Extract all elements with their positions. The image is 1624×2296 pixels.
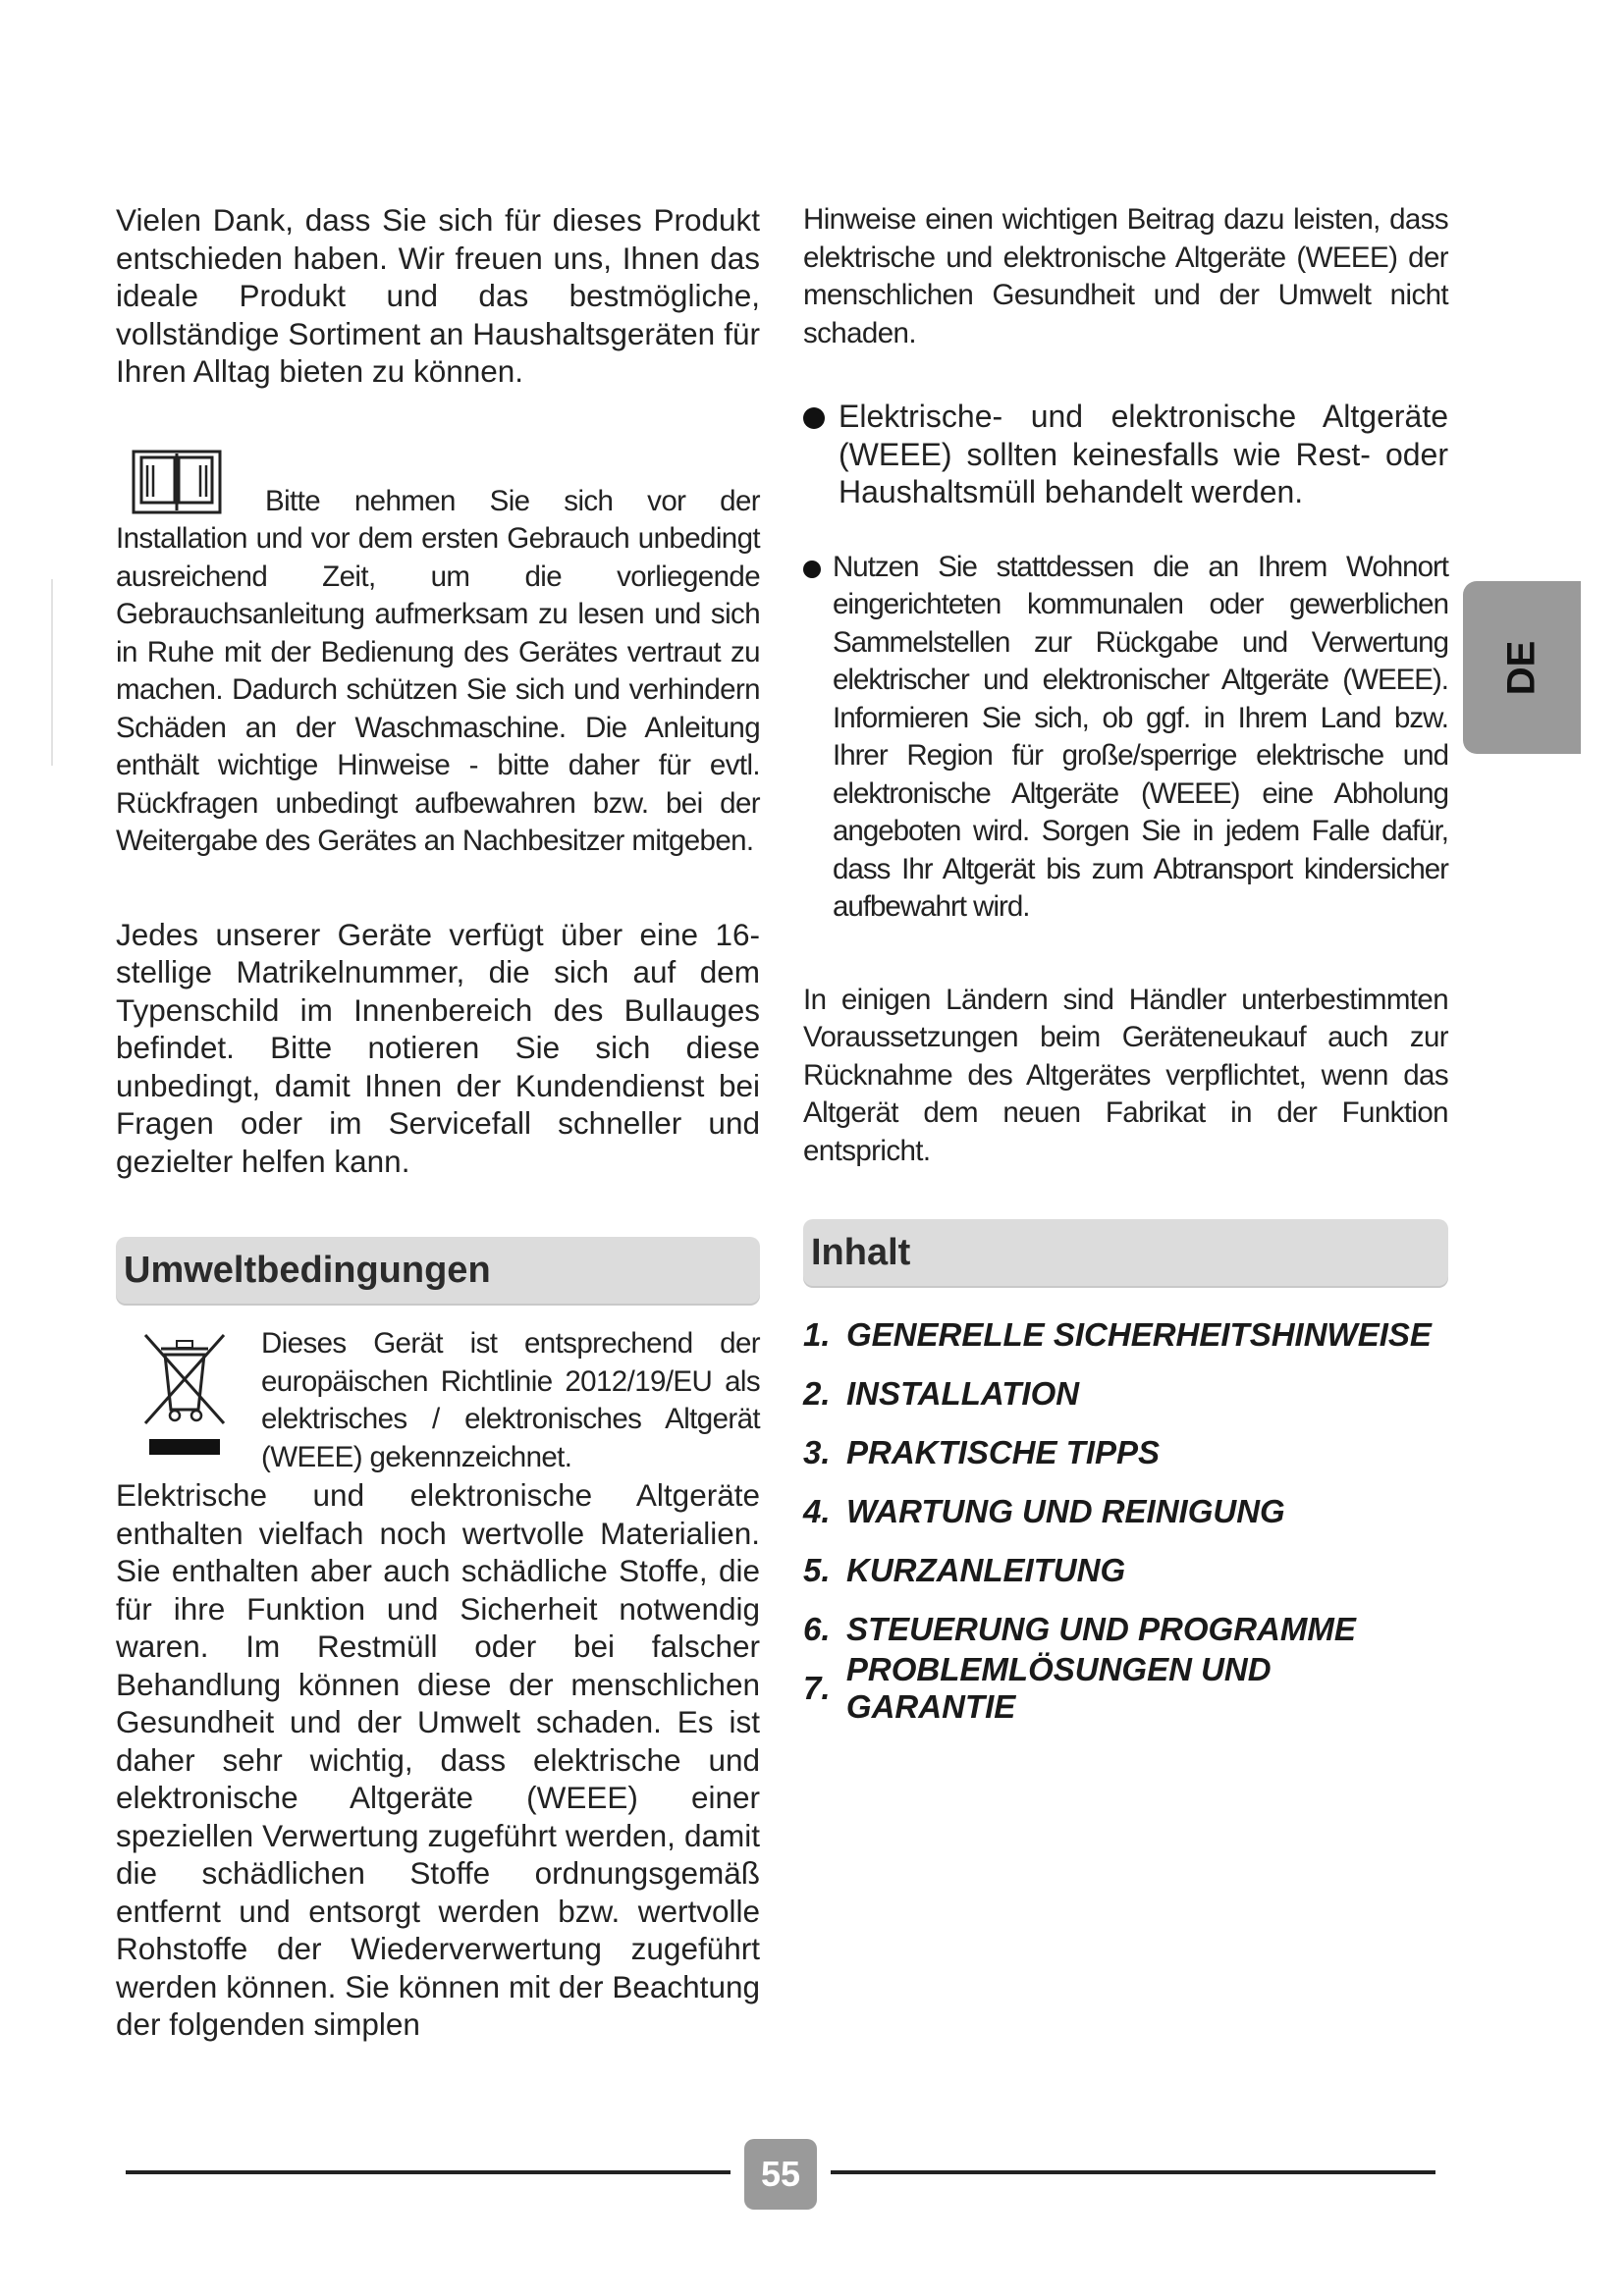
toc-item[interactable]: 2. INSTALLATION xyxy=(803,1375,1080,1412)
bullet-text: Elektrische- und elektronische Altgeräte (WEEE) sollten keinesfalls wie Rest- oder Haushaltsmüll behandelt werden. xyxy=(839,399,1448,509)
environment-section-title: Umweltbedingungen xyxy=(124,1249,491,1291)
bullet-collection-points xyxy=(803,549,1448,927)
dealer-note-paragraph: In einigen Ländern sind Händler unterbestimmten Voraussetzungen beim Geräteneukauf auch zur Rücknahme des Altgerätes verpflichtet, wenn das Altgerät dem neuen Fabrikat in der Funktion entspricht. xyxy=(803,983,1448,1167)
bullet-weee-household xyxy=(803,398,1448,511)
table-of-contents xyxy=(803,1306,1448,1725)
language-tab-label: DE xyxy=(1499,640,1543,695)
environment-section-header xyxy=(116,1237,760,1304)
footer-rule-left xyxy=(126,2170,731,2174)
toc-item[interactable]: 3. PRAKTISCHE TIPPS xyxy=(803,1434,1161,1470)
toc-item[interactable]: 6. STEUERUNG UND PROGRAMME xyxy=(803,1611,1356,1647)
toc-item[interactable]: 5. KURZANLEITUNG xyxy=(803,1552,1126,1588)
manual-notice-block xyxy=(116,446,760,861)
page-number: 55 xyxy=(760,2154,801,2194)
weee-continuation-paragraph: Hinweise einen wichtigen Beitrag dazu leisten, dass elektrische und elektronische Altgeräte (WEEE) der menschlichen Gesundheit und der Umwelt nicht schaden. xyxy=(803,203,1448,349)
footer-rule-right xyxy=(831,2170,1435,2174)
contents-section-title: Inhalt xyxy=(811,1231,911,1273)
right-column xyxy=(803,201,1448,1725)
scan-edge-mark xyxy=(51,579,53,766)
contents-section-header xyxy=(803,1219,1448,1286)
toc-item[interactable]: 7. PROBLEMLÖSUNGEN UND GARANTIE xyxy=(803,1651,1272,1725)
toc-item[interactable]: 4. WARTUNG UND REINIGUNG xyxy=(803,1493,1285,1529)
left-column xyxy=(116,201,760,2044)
bullet-dot-icon xyxy=(803,407,825,429)
intro-paragraph: Vielen Dank, dass Sie sich für dieses Produkt entschieden haben. Wir freuen uns, Ihnen das ideale Produkt und das bestmögliche, vollständige Sortiment an Haushaltsgeräten für Ihren Alltag bieten zu können. xyxy=(116,202,760,389)
bullet-dot-icon xyxy=(803,561,821,578)
language-tab xyxy=(1463,581,1581,754)
bullet-text: Nutzen Sie stattdessen die an Ihrem Wohnort eingerichteten kommunalen oder gewerblichen Sammelstellen zur Rückgabe und Verwertung elektrischer und elektronischer Altgeräte (WEEE). Informieren Sie sich, ob ggf. in Ihrem Land bzw. Ihrer Region für große/sperrige elektrische und elektronische Altgeräte (WEEE) eine Abholung angeboten wird. Sorgen Sie in jedem Falle dafür, dass Ihr Altgerät bis zum Abtransport kindersicher aufbewahrt wird. xyxy=(833,550,1448,923)
toc-item[interactable]: 1. GENERELLE SICHERHEITSHINWEISE xyxy=(803,1316,1432,1353)
serial-number-paragraph: Jedes unserer Geräte verfügt über eine 16-stellige Matrikelnummer, die sich auf dem Typenschild im Innenbereich des Bullauges befindet. Bitte notieren Sie sich diese unbedingt, damit Ihnen der Kundendienst bei Fragen oder im Servicefall schneller und gezielter helfen kann. xyxy=(116,916,760,1179)
weee-body-paragraph: Elektrische und elektronische Altgeräte enthalten vielfach noch wertvolle Materialien. Sie enthalten aber auch schädliche Stoffe, die für ihre Funktion und Sicherheit notwendig waren. Im Restmüll oder bei falscher Behandlung können diese der menschlichen Gesundheit und der Umwelt schaden. Es ist daher sehr wichtig, dass elektrische und elektronische Altgeräte (WEEE) einer speziellen Verwertung zugeführt werden, damit die schädlichen Stoffe ordnungsgemäß entfernt und entsorgt werden bzw. wertvolle Rohstoffe der Wiederverwertung zugeführt werden können. Sie können mit der Beachtung der folgenden simplen xyxy=(116,1477,760,2042)
crossed-out-wheelie-bin-icon xyxy=(139,1329,230,1459)
manual-notice-paragraph: Bitte nehmen Sie sich vor der Installation und vor dem ersten Gebrauch unbedingt ausreichend Zeit, um die vorliegende Gebrauchsanleitung aufmerksam zu lesen und sich in Ruhe mit der Bedienung des Gerätes vertraut zu machen. Dadurch schützen Sie sich und verhindern Schäden an der Waschmaschine. Die Anleitung enthält wichtige Hinweise - bitte daher für evtl. Rückfragen unbedingt aufbewahren bzw. bei der Weitergabe des Gerätes an Nachbesitzer mitgeben. xyxy=(116,484,760,857)
page-number-badge xyxy=(744,2139,817,2210)
weee-block xyxy=(116,1325,760,1476)
open-book-icon xyxy=(132,446,222,516)
weee-label-paragraph: Dieses Gerät ist entsprechend der europäischen Richtlinie 2012/19/EU als elektrisches / elektronisches Altgerät (WEEE) gekennzeichnet. xyxy=(261,1327,760,1473)
